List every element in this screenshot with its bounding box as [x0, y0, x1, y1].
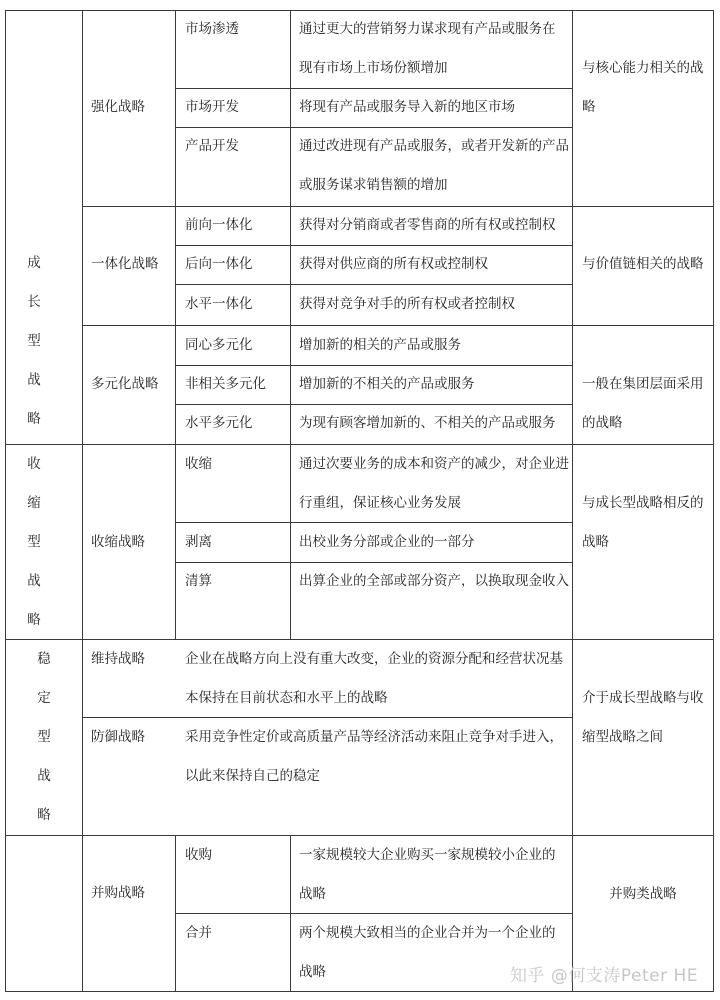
- intensive-strategy-name: 强化战略: [91, 99, 145, 115]
- defensive-strategy-name: 防御战略: [91, 729, 145, 745]
- strategy-type-name: 水平一体化: [185, 296, 253, 312]
- strategy-note: 一般在集团层面采用: [582, 376, 704, 392]
- mna-strategy-name: 并购战略: [91, 885, 145, 901]
- col-line: [290, 10, 291, 640]
- retrenchment-strategy-label: 收 缩 型 战 略: [27, 456, 41, 628]
- strategy-description: 现有市场上市场份额增加: [299, 60, 448, 76]
- strategy-description: 通过更大的营销努力谋求现有产品或服务在: [299, 21, 556, 37]
- strategy-description: 获得对供应商的所有权或控制权: [299, 256, 488, 272]
- strategy-description: 或服务谋求销售额的增加: [299, 177, 448, 193]
- strategy-note: 缩型战略之间: [582, 729, 663, 745]
- strategy-type-name: 剥离: [185, 534, 212, 550]
- growth-strategy-label: 成 长 型 战 略: [27, 255, 41, 427]
- strategy-type-name: 市场开发: [185, 99, 239, 115]
- strategy-type-name: 收缩: [185, 456, 212, 472]
- strategy-type-name: 收购: [185, 847, 212, 863]
- strategy-description: 为现有顾客增加新的、不相关的产品或服务: [299, 415, 556, 431]
- strategy-type-name: 合并: [185, 925, 212, 941]
- strategy-description: 获得对竞争对手的所有权或者控制权: [299, 296, 515, 312]
- strategy-description: 本保持在目前状态和水平上的战略: [185, 690, 388, 706]
- strategy-note: 介于成长型战略与收: [582, 690, 704, 706]
- col-line: [175, 835, 176, 992]
- retrenchment-strategy-name: 收缩战略: [91, 534, 145, 550]
- col-line: [572, 10, 573, 992]
- strategy-note: 并购类战略: [609, 886, 677, 902]
- strategy-description: 两个规模大致相当的企业合并为一个企业的: [299, 925, 556, 941]
- strategy-note: 略: [582, 99, 596, 115]
- strategy-note: 与核心能力相关的战: [582, 60, 704, 76]
- strategy-description: 获得对分销商或者零售商的所有权或控制权: [299, 217, 556, 233]
- strategy-description: 出算企业的全部或部分资产，以换取现金收入: [299, 573, 569, 589]
- strategy-type-name: 清算: [185, 573, 212, 589]
- strategy-description: 战略: [299, 886, 326, 902]
- strategy-type-name: 水平多元化: [185, 415, 253, 431]
- strategy-type-name: 前向一体化: [185, 217, 253, 233]
- strategy-description: 通过次要业务的成本和资产的减少，对企业进: [299, 456, 569, 472]
- col-line: [175, 10, 176, 640]
- strategy-note: 战略: [582, 534, 609, 550]
- strategy-note: 的战略: [582, 415, 623, 431]
- strategy-description: 将现有产品或服务导入新的地区市场: [299, 99, 515, 115]
- strategy-type-name: 后向一体化: [185, 256, 253, 272]
- strategy-note: 与价值链相关的战略: [582, 256, 704, 272]
- stability-strategy-label: 稳 定 型 战 略: [37, 651, 51, 823]
- col-line: [82, 10, 83, 992]
- zhihu-watermark: 知乎 @何支涛Peter HE: [509, 966, 698, 986]
- strategy-type-name: 非相关多元化: [185, 376, 266, 392]
- strategy-description: 增加新的不相关的产品或服务: [299, 376, 475, 392]
- diversification-strategy-name: 多元化战略: [91, 376, 159, 392]
- strategy-type-name: 产品开发: [185, 138, 239, 154]
- strategy-description: 战略: [299, 964, 326, 980]
- strategy-description: 企业在战略方向上没有重大改变，企业的资源分配和经营状况基: [185, 651, 563, 667]
- strategy-description: 通过改进现有产品或服务，或者开发新的产品: [299, 138, 569, 154]
- border-left: [5, 10, 6, 992]
- border-bottom: [5, 991, 713, 992]
- strategy-description: 增加新的相关的产品或服务: [299, 337, 461, 353]
- strategy-description: 以此来保持自己的稳定: [185, 768, 320, 784]
- col-line: [290, 835, 291, 992]
- strategy-description: 一家规模较大企业购买一家规模较小企业的: [299, 847, 556, 863]
- strategy-description: 出校业务分部或企业的一部分: [299, 534, 475, 550]
- maintenance-strategy-name: 维持战略: [91, 651, 145, 667]
- strategy-description: 采用竞争性定价或高质量产品等经济活动来阻止竞争对手进入，: [185, 729, 563, 745]
- strategy-note: 与成长型战略相反的: [582, 495, 704, 511]
- border-right: [713, 10, 714, 992]
- integration-strategy-name: 一体化战略: [91, 256, 159, 272]
- strategy-description: 行重组，保证核心业务发展: [299, 495, 461, 511]
- strategy-type-name: 同心多元化: [185, 337, 253, 353]
- strategy-type-name: 市场渗透: [185, 21, 239, 37]
